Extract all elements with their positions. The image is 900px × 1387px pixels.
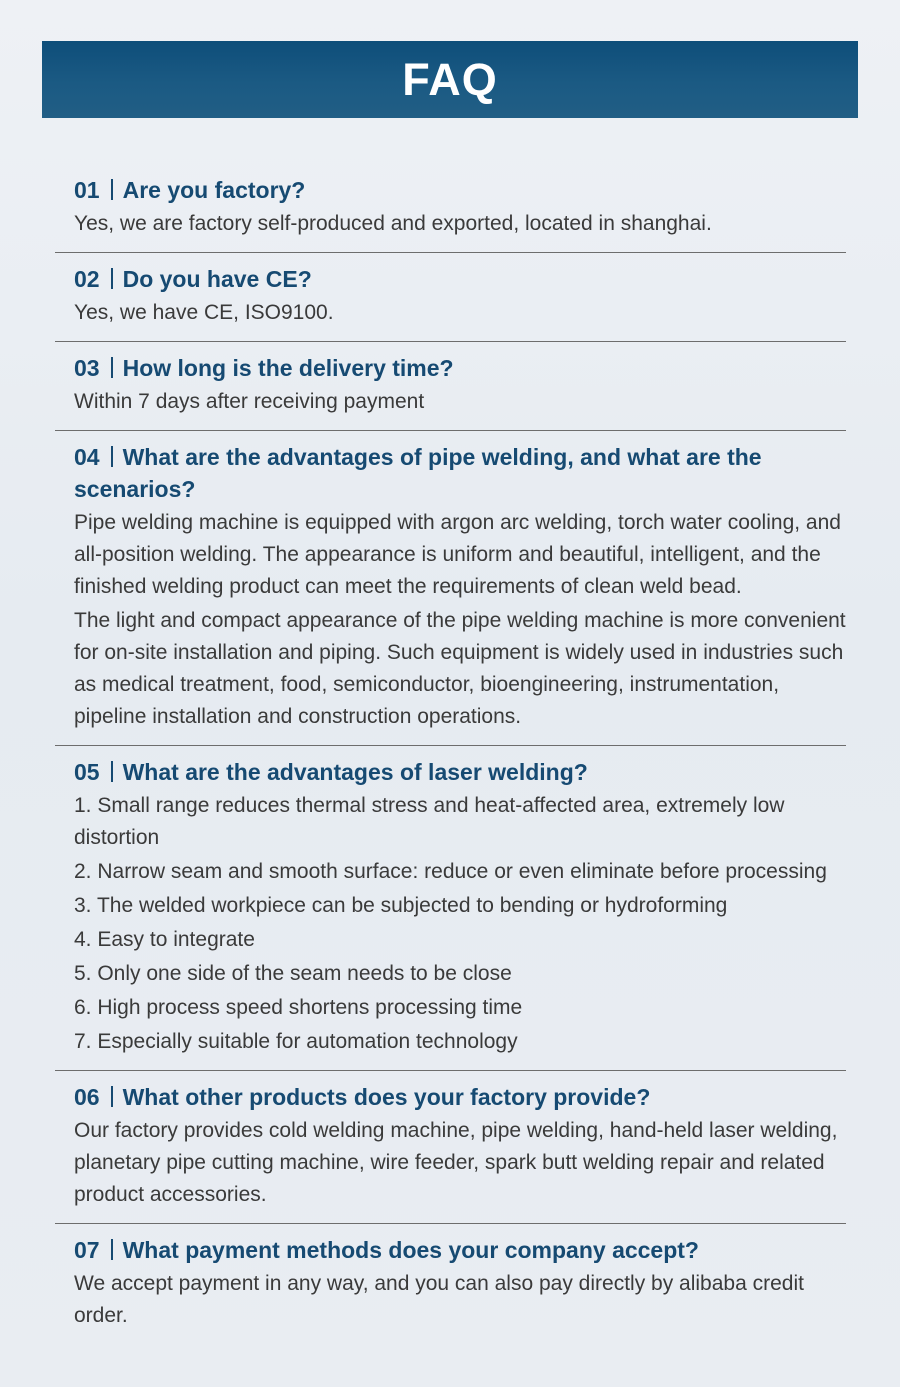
faq-number: 03 bbox=[74, 355, 100, 381]
faq-answer-list-item: 1. Small range reduces thermal stress and heat-affected area, extremely low distortion bbox=[74, 794, 785, 849]
faq-question bbox=[74, 1081, 850, 1113]
faq-question-text: What other products does your factory provide? bbox=[122, 1084, 651, 1110]
faq-question-text: What are the advantages of pipe welding, and what are the scenarios? bbox=[74, 444, 762, 502]
question-divider bbox=[111, 179, 113, 200]
faq-answer-list-item: 7. Especially suitable for automation technology bbox=[74, 1030, 518, 1053]
faq-answer-list-item: 6. High process speed shortens processing time bbox=[74, 996, 523, 1019]
faq-answer: Yes, we have CE, ISO9100. bbox=[74, 301, 334, 324]
question-divider bbox=[111, 761, 113, 782]
faq-item-07 bbox=[55, 1224, 846, 1344]
faq-answer: Our factory provides cold welding machine, pipe welding, hand-held laser welding, planetary pipe cutting machine, wire feeder, spark butt welding repair and related product accessories. bbox=[74, 1119, 838, 1206]
faq-number: 02 bbox=[74, 266, 100, 292]
faq-number: 06 bbox=[74, 1084, 100, 1110]
faq-header-banner bbox=[42, 41, 858, 118]
faq-question bbox=[74, 352, 850, 384]
faq-question-text: What are the advantages of laser welding? bbox=[122, 759, 588, 785]
faq-item-05 bbox=[55, 746, 846, 1071]
question-divider bbox=[111, 357, 113, 378]
faq-item-02 bbox=[55, 253, 846, 342]
faq-answer-list-item: 2. Narrow seam and smooth surface: reduce or even eliminate before processing bbox=[74, 860, 827, 883]
faq-number: 05 bbox=[74, 759, 100, 785]
faq-number: 01 bbox=[74, 177, 100, 203]
faq-item-03 bbox=[55, 342, 846, 431]
question-divider bbox=[111, 446, 113, 467]
faq-answer: We accept payment in any way, and you can also pay directly by alibaba credit order. bbox=[74, 1272, 804, 1327]
faq-answer-list-item: 4. Easy to integrate bbox=[74, 928, 255, 951]
faq-answer-list-item: 3. The welded workpiece can be subjected to bending or hydroforming bbox=[74, 894, 728, 917]
faq-answer-list-item: 5. Only one side of the seam needs to be close bbox=[74, 962, 512, 985]
faq-answer: Within 7 days after receiving payment bbox=[74, 390, 425, 413]
faq-item-01 bbox=[55, 166, 846, 253]
faq-answer: Pipe welding machine is equipped with argon arc welding, torch water cooling, and all-position welding. The appearance is uniform and beautiful, intelligent, and the finished welding product can meet the requirements of clean weld bead. bbox=[74, 511, 841, 598]
faq-list bbox=[55, 166, 846, 1344]
faq-question bbox=[74, 263, 850, 295]
faq-item-04 bbox=[55, 431, 846, 746]
question-divider bbox=[111, 1239, 113, 1260]
faq-question bbox=[74, 174, 850, 206]
faq-question bbox=[74, 1234, 850, 1266]
faq-item-06 bbox=[55, 1071, 846, 1224]
faq-answer: The light and compact appearance of the pipe welding machine is more convenient for on-site installation and piping. Such equipment is widely used in industries such as medical treatment, food, semiconductor, bioengineering, instrumentation, pipeline installation and construction operations. bbox=[74, 609, 846, 728]
faq-question-text: What payment methods does your company accept? bbox=[122, 1237, 699, 1263]
question-divider bbox=[111, 268, 113, 289]
faq-answer: Yes, we are factory self-produced and exported, located in shanghai. bbox=[74, 212, 712, 235]
faq-number: 04 bbox=[74, 444, 100, 470]
faq-question bbox=[74, 756, 850, 788]
faq-question-text: Do you have CE? bbox=[122, 266, 312, 292]
faq-question-text: Are you factory? bbox=[122, 177, 306, 203]
page-title: FAQ bbox=[402, 54, 498, 105]
question-divider bbox=[111, 1086, 113, 1107]
faq-number: 07 bbox=[74, 1237, 100, 1263]
faq-question-text: How long is the delivery time? bbox=[122, 355, 454, 381]
faq-question bbox=[74, 441, 850, 505]
